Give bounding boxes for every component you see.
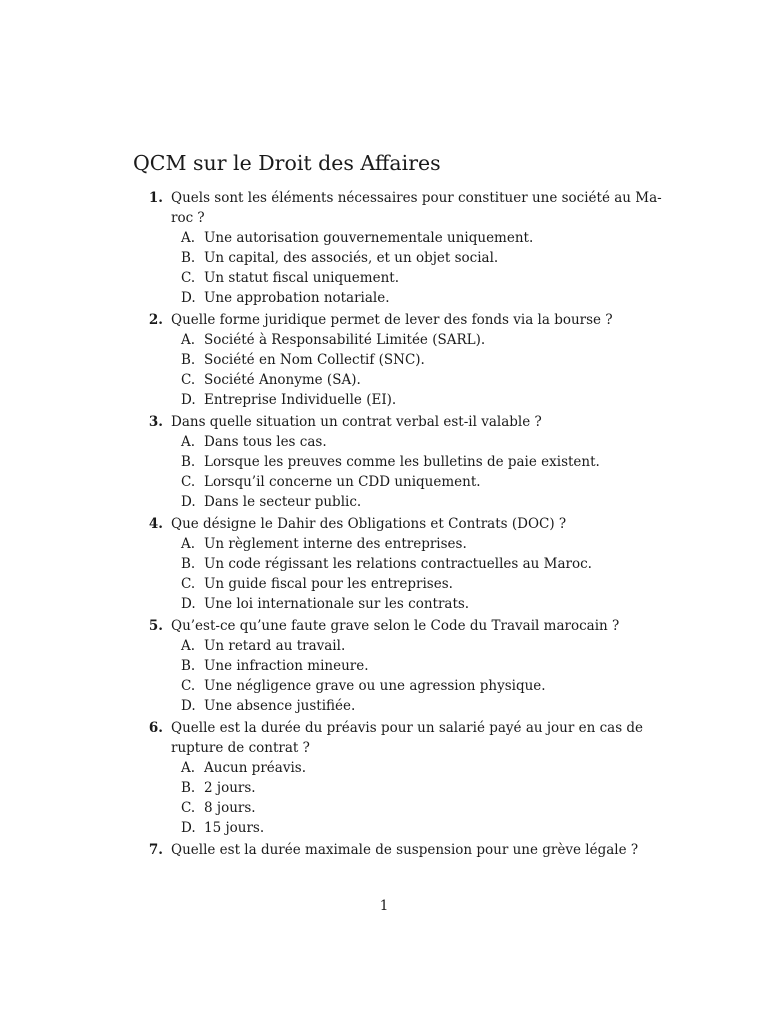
option-text: Société Anonyme (SA). (204, 372, 361, 388)
option-text: Lorsqu’il concerne un CDD uniquement. (204, 474, 481, 490)
option-text: Un guide fiscal pour les entreprises. (204, 576, 453, 592)
option-letter: A. (181, 760, 196, 776)
question-text: Quelle est la durée du préavis pour un salarié payé au jour en cas de (171, 720, 644, 736)
option-text: Un capital, des associés, et un objet social. (204, 250, 499, 266)
option-text: Dans tous les cas. (204, 434, 327, 450)
option-letter: D. (181, 290, 196, 306)
option-letter: D. (181, 820, 196, 836)
option-letter: D. (181, 494, 196, 510)
question-text: roc ? (171, 210, 205, 226)
document-title: QCM sur le Droit des Affaires (133, 151, 441, 175)
option-text: Lorsque les preuves comme les bulletins de paie existent. (204, 454, 600, 470)
question-text: Quelle forme juridique permet de lever des fonds via la bourse ? (171, 312, 613, 328)
question-number: 3. (148, 414, 163, 430)
question-text: Quelle est la durée maximale de suspension pour une grève légale ? (171, 842, 639, 858)
option-text: Une loi internationale sur les contrats. (204, 596, 470, 612)
option-text: Entreprise Individuelle (EI). (204, 392, 397, 408)
option-letter: B. (181, 454, 196, 470)
option-text: 2 jours. (204, 780, 256, 796)
option-text: Un règlement interne des entreprises. (204, 536, 467, 552)
option-text: Une autorisation gouvernementale uniquement. (204, 230, 534, 246)
option-letter: C. (181, 474, 196, 490)
option-text: Une absence justifiée. (204, 698, 356, 714)
option-letter: D. (181, 596, 196, 612)
option-letter: A. (181, 638, 196, 654)
option-text: Société en Nom Collectif (SNC). (204, 352, 425, 368)
option-letter: B. (181, 352, 196, 368)
option-text: Société à Responsabilité Limitée (SARL). (204, 332, 486, 348)
option-letter: A. (181, 332, 196, 348)
question-number: 6. (148, 720, 163, 736)
option-text: 15 jours. (204, 820, 265, 836)
option-letter: A. (181, 536, 196, 552)
option-text: Une négligence grave ou une agression physique. (204, 678, 546, 694)
option-text: Un code régissant les relations contractuelles au Maroc. (204, 556, 592, 572)
option-text: Dans le secteur public. (204, 494, 362, 510)
option-text: Une approbation notariale. (204, 290, 390, 306)
option-letter: B. (181, 780, 196, 796)
option-text: 8 jours. (204, 800, 256, 816)
page-number: 1 (379, 898, 389, 914)
question-number: 2. (148, 312, 163, 328)
option-letter: B. (181, 250, 196, 266)
question-text: rupture de contrat ? (171, 740, 310, 756)
question-number: 1. (148, 190, 163, 206)
question-number: 7. (148, 842, 163, 858)
option-letter: D. (181, 698, 196, 714)
option-letter: B. (181, 556, 196, 572)
question-text: Dans quelle situation un contrat verbal est-il valable ? (171, 414, 542, 430)
option-letter: C. (181, 372, 196, 388)
question-text: Quels sont les éléments nécessaires pour constituer une société au Ma- (171, 190, 662, 206)
question-number: 5. (148, 618, 163, 634)
option-letter: D. (181, 392, 196, 408)
option-letter: C. (181, 576, 196, 592)
option-text: Un retard au travail. (204, 638, 346, 654)
option-text: Un statut fiscal uniquement. (204, 270, 399, 286)
option-letter: C. (181, 678, 196, 694)
question-number: 4. (148, 516, 163, 532)
option-letter: B. (181, 658, 196, 674)
option-letter: A. (181, 230, 196, 246)
option-letter: A. (181, 434, 196, 450)
question-text: Qu’est-ce qu’une faute grave selon le Code du Travail marocain ? (171, 618, 620, 634)
option-text: Aucun préavis. (204, 760, 306, 776)
question-text: Que désigne le Dahir des Obligations et Contrats (DOC) ? (171, 516, 567, 532)
option-letter: C. (181, 800, 196, 816)
option-text: Une infraction mineure. (204, 658, 369, 674)
option-letter: C. (181, 270, 196, 286)
